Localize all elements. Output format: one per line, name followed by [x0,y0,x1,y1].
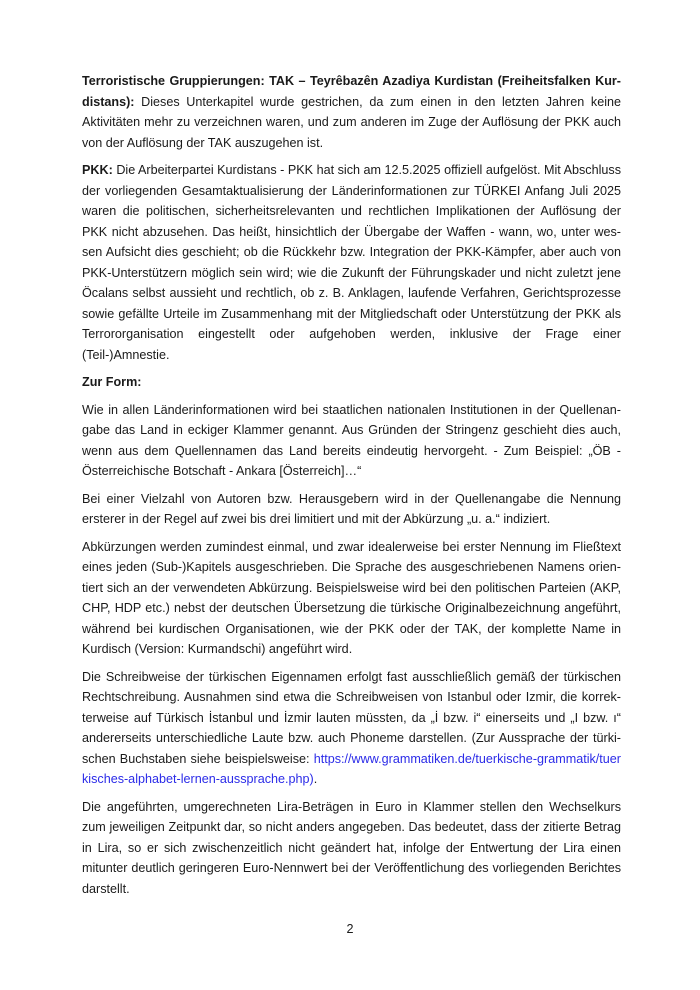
paragraph-schreibweise [82,667,621,790]
bold-run: Terroristische Gruppierungen: TAK – Teyrêbazên Azadiya Kurdistan (Freiheitsfalken Kurdistans): [82,74,621,109]
text-run: Bei einer Vielzahl von Autoren bzw. Herausgebern wird in der Quellenangabe die Nennung ersterer in der Regel auf zwei bis drei limitiert und mit der Abkürzung „u. a.“ indiziert. [82,491,621,526]
paragraph-lira [82,797,621,900]
text-run: Wie in allen Länderinformationen wird bei staatlichen nationalen Institutionen in der Quellenangabe das Land in eckiger Klammer genannt. Aus Gründen der Stringenz geschieht dies auch, wenn aus dem Quellennamen das Land bereits eindeutig hervorgeht. - Zum Beispiel: „ÖB - Österreichische Botschaft - Ankara [Österreich]…“ [82,402,621,478]
text-run: Abkürzungen werden zumindest einmal, und zwar idealerweise bei erster Nennung im Fließtext eines jeden (Sub-)Kapitels ausgeschrieben. Die Sprache des ausgeschriebenen Namens orientiert sich an der verwendeten Abkürzung. Beispielsweise wird bei den politischen Parteien (AKP, CHP, HDP etc.) nebst der deutschen Übersetzung die türkische Originalbezeichnung angeführt, während bei kurdischen Organisationen, wie der PKK oder der TAK, der komplette Name in Kurdisch (Version: Kurmandschi) angeführt wird. [82,539,621,656]
paragraph-abkuerzungen [82,537,621,660]
text-run: Dieses Unterkapitel wurde gestrichen, da zum einen in den letzten Jahren keine Aktivitäten mehr zu verzeichnen waren, und zum anderen im Zuge der Auflösung der PKK auch von der Auflösung der TAK auszugehen ist. [82,94,621,150]
paragraph-pkk [82,160,621,365]
bold-run: PKK: [82,163,113,177]
grammatiken-hyperlink[interactable]: https://www.grammatiken.de/tuerkische-grammatik/tuerkisches-alphabet-lernen-aussprache.php) [82,751,621,786]
heading-zur-form [82,372,621,393]
page-number: 2 [346,922,354,936]
paragraph-tak [82,71,621,153]
text-run: . [313,772,318,786]
paragraph-autoren [82,489,621,530]
document-body [82,71,621,906]
bold-run: Zur Form: [82,375,142,389]
paragraph-quellenangabe [82,400,621,482]
text-run: Die Schreibweise der türkischen Eigennamen erfolgt fast ausschließlich gemäß der türkischen Rechtschreibung. Ausnahmen sind etwa die Schreibweisen von Istanbul oder Izmir, die korrekterweise auf Türkisch İstanbul und İzmir lauten müssten, da „İ bzw. i“ einerseits und „I bzw. ı“ andererseits unterschiedliche Laute bzw. auch Phoneme darstellen. (Zur Aussprache der türkischen Buchstaben siehe beispielsweise: [82,669,621,766]
text-run: Die angeführten, umgerechneten Lira-Beträgen in Euro in Klammer stellen den Wechselkurs zum jeweiligen Zeitpunkt dar, so nicht anders angegeben. Das bedeutet, dass der zitierte Betrag in Lira, so er sich zwischenzeitlich nicht geändert hat, infolge der Entwertung der Lira einen mitunter deutlich geringeren Euro-Nennwert bei der Veröffentlichung des vorliegenden Berichtes darstellt. [82,799,621,896]
text-run: Die Arbeiterpartei Kurdistans - PKK hat sich am 12.5.2025 offiziell aufgelöst. Mit Abschluss der vorliegenden Gesamtaktualisierung der Länderinformationen zur TÜRKEI Anfang Juli 2025 waren die politischen, sicherheitsrelevanten und rechtlichen Implikationen der Auflösung der PKK nicht abzusehen. Das heißt, hinsichtlich der Übergabe der Waffen - wann, wo, unter wessen Aufsicht dies geschieht; ob die Rückkehr bzw. Integration der PKK-Kämpfer, aber auch von PKK-Unterstützern möglich sein wird; wie die Zukunft der Führungskader und nicht zuletzt jene Öcalans selbst aussieht und rechtlich, ob z. B. Anklagen, laufende Verfahren, Gerichtsprozesse sowie gefällte Urteile im Zusammenhang mit der Mitgliedschaft oder Unterstützung der PKK als Terrororganisation eingestellt oder aufgehoben werden, inklusive der Frage einer (Teil-)Amnestie. [82,163,621,362]
